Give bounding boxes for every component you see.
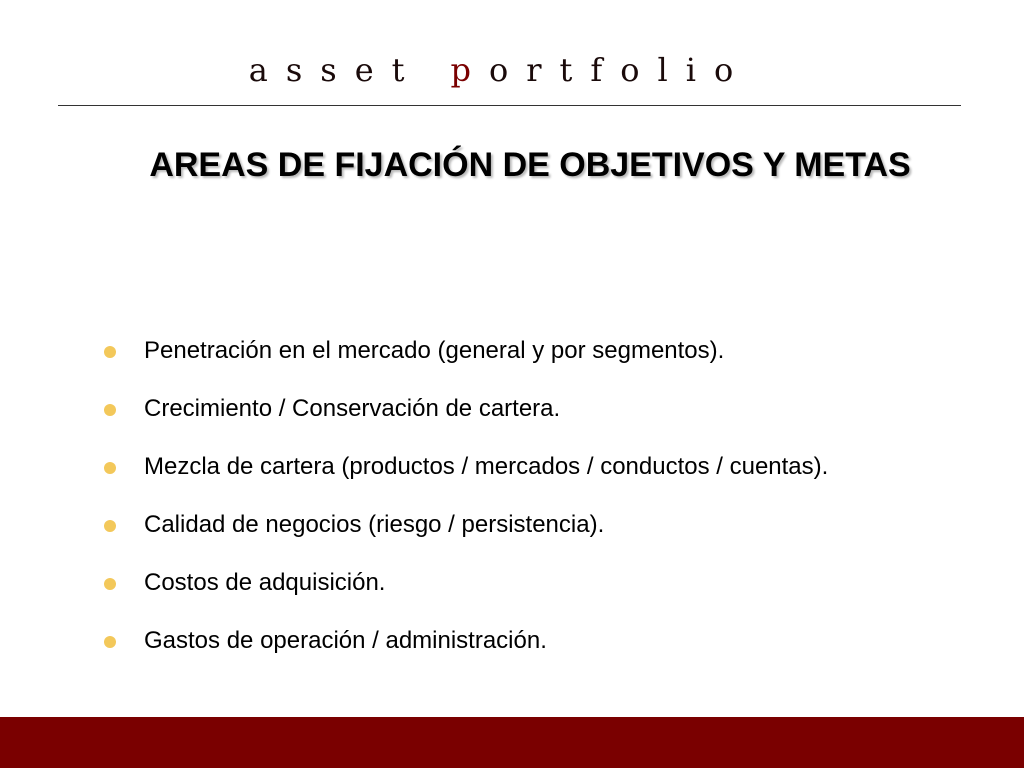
brand-accent-letter: p — [450, 51, 489, 89]
bullet-dot-icon — [104, 578, 116, 590]
bullet-text: Mezcla de cartera (productos / mercados / conductos / cuentas). — [144, 453, 829, 480]
bullet-dot-icon — [104, 404, 116, 416]
bullet-text: Costos de adquisición. — [144, 569, 386, 596]
brand-logo — [0, 50, 1000, 90]
bullet-text: Penetración en el mercado (general y por segmentos). — [144, 337, 725, 364]
footer-bar — [0, 717, 1024, 768]
brand-word-asset: asset — [248, 51, 423, 89]
slide-title: AREAS DE FIJACIÓN DE OBJETIVOS Y METAS — [149, 146, 911, 184]
bullet-dot-icon — [104, 520, 116, 532]
bullet-text: Calidad de negocios (riesgo / persistencia). — [144, 511, 605, 538]
brand-word-ortfolio: ortfolio — [488, 51, 752, 89]
bullet-dot-icon — [104, 462, 116, 474]
bullet-text: Crecimiento / Conservación de cartera. — [144, 395, 561, 422]
header-divider — [58, 105, 961, 106]
bullet-text: Gastos de operación / administración. — [144, 627, 547, 654]
bullet-dot-icon — [104, 346, 116, 358]
bullet-dot-icon — [104, 636, 116, 648]
